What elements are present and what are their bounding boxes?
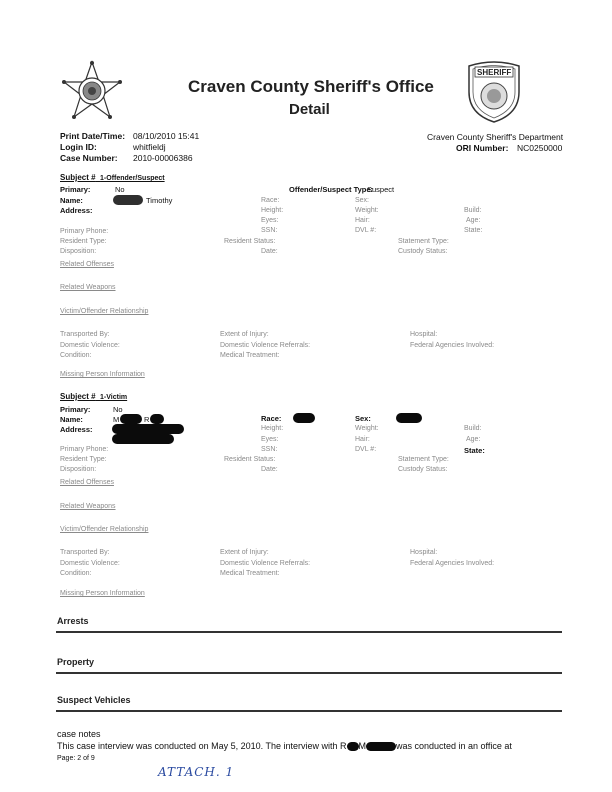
case-notes-initial-m: M — [358, 741, 366, 751]
subject1-offender-type-value: Suspect — [367, 185, 395, 194]
subject2-hair-label: Hair: — [355, 436, 370, 443]
section-divider — [56, 710, 562, 712]
ori-number-label: ORI Number: — [456, 143, 509, 153]
subject2-condition-label: Condition: — [60, 570, 92, 577]
subject2-race-label: Race: — [261, 414, 282, 423]
redaction-block — [112, 434, 174, 444]
subject1-resident-status-label: Resident Status: — [224, 238, 276, 245]
subject2-eyes-label: Eyes: — [261, 436, 279, 443]
subject2-dvl-label: DVL #: — [355, 446, 377, 453]
subject2-age-label: Age: — [466, 436, 481, 443]
handwritten-annotation: ATTACH. 1 — [158, 765, 235, 779]
subject1-age-label: Age: — [466, 217, 481, 224]
subject1-dvl-label: DVL #: — [355, 227, 377, 234]
subject1-height-label: Height: — [261, 207, 284, 214]
section-divider — [56, 672, 562, 674]
case-number-value: 2010-00006386 — [133, 153, 193, 163]
subject2-height-label: Height: — [261, 425, 284, 432]
case-notes-text-end: was conducted in an office at — [396, 741, 512, 751]
subject2-heading — [60, 392, 127, 401]
redaction-block — [293, 413, 315, 423]
subject1-missing-person-info: Missing Person Information — [60, 371, 145, 378]
redaction-block — [120, 414, 142, 424]
subject2-ssn-label: SSN: — [261, 446, 278, 453]
subject1-sex-label: Sex: — [355, 197, 370, 204]
page-subtitle: Detail — [289, 101, 330, 118]
redaction-block — [113, 195, 143, 205]
subject2-name-label: Name: — [60, 415, 83, 424]
login-id-label: Login ID: — [60, 142, 97, 152]
subject1-address-label: Address: — [60, 206, 93, 215]
subject2-custody-status-label: Custody Status: — [398, 466, 448, 473]
print-datetime-label: Print Date/Time: — [60, 131, 126, 141]
subject2-resident-type-label: Resident Type: — [60, 456, 107, 463]
page-title: Craven County Sheriff's Office — [188, 77, 434, 96]
subject1-statement-type-label: Statement Type: — [398, 238, 449, 245]
redaction-block — [396, 413, 422, 423]
subject2-heading-value: 1-Victim — [100, 394, 128, 401]
subject2-sex-label: Sex: — [355, 414, 371, 423]
subject2-domestic-violence-label: Domestic Violence: — [60, 560, 120, 567]
subject1-related-offenses: Related Offenses — [60, 261, 114, 268]
subject2-related-weapons: Related Weapons — [60, 503, 116, 510]
subject1-hospital-label: Hospital: — [410, 331, 438, 338]
subject1-resident-type-label: Resident Type: — [60, 238, 107, 245]
subject2-date-label: Date: — [261, 466, 278, 473]
subject2-dv-referrals-label: Domestic Violence Referrals: — [220, 560, 311, 567]
login-id-value: whitfieldj — [133, 142, 166, 152]
subject2-transported-by-label: Transported By: — [60, 549, 110, 556]
case-notes-initial-r: R — [340, 741, 347, 751]
subject1-extent-injury-label: Extent of Injury: — [220, 331, 269, 338]
subject1-heading-value: 1-Offender/Suspect — [100, 175, 165, 182]
subject1-eyes-label: Eyes: — [261, 217, 279, 224]
arrests-heading: Arrests — [57, 616, 89, 626]
star-badge-icon — [62, 60, 122, 122]
subject1-ssn-label: SSN: — [261, 227, 278, 234]
subject1-primary-label: Primary: — [60, 185, 91, 194]
redaction-block — [150, 414, 164, 424]
subject2-primary-value: No — [113, 405, 123, 414]
subject2-primary-phone-label: Primary Phone: — [60, 446, 109, 453]
subject2-medical-treatment-label: Medical Treatment: — [220, 570, 280, 577]
subject2-extent-injury-label: Extent of Injury: — [220, 549, 269, 556]
subject1-custody-status-label: Custody Status: — [398, 248, 448, 255]
subject1-medical-treatment-label: Medical Treatment: — [220, 352, 280, 359]
subject2-address-label: Address: — [60, 425, 93, 434]
case-number-label: Case Number: — [60, 153, 118, 163]
subject1-related-weapons: Related Weapons — [60, 284, 116, 291]
subject2-resident-status-label: Resident Status: — [224, 456, 276, 463]
subject1-weight-label: Weight: — [355, 207, 379, 214]
subject1-state-label: State: — [464, 227, 483, 234]
subject2-related-offenses: Related Offenses — [60, 479, 114, 486]
subject1-heading — [60, 173, 165, 182]
subject1-offender-type-label: Offender/Suspect Type: — [289, 185, 374, 194]
suspect-vehicles-heading: Suspect Vehicles — [57, 695, 131, 705]
subject1-build-label: Build: — [464, 207, 482, 214]
subject1-condition-label: Condition: — [60, 352, 92, 359]
subject2-federal-agencies-label: Federal Agencies Involved: — [410, 560, 495, 567]
subject2-state-label: State: — [464, 446, 485, 455]
subject2-missing-person-info: Missing Person Information — [60, 590, 145, 597]
subject1-name-label: Name: — [60, 196, 83, 205]
subject2-name-value: M — [113, 415, 120, 424]
redaction-block — [112, 424, 184, 434]
subject2-weight-label: Weight: — [355, 425, 379, 432]
department-name: Craven County Sheriff's Department — [427, 132, 564, 142]
subject2-heading-label: Subject # — [60, 392, 96, 401]
case-notes-label: case notes — [57, 729, 101, 739]
subject1-transported-by-label: Transported By: — [60, 331, 110, 338]
print-datetime-value: 08/10/2010 15:41 — [133, 131, 200, 141]
subject1-race-label: Race: — [261, 197, 280, 204]
sheriff-badge-text: SHERIFF — [477, 68, 512, 77]
subject1-hair-label: Hair: — [355, 217, 370, 224]
subject1-dv-referrals-label: Domestic Violence Referrals: — [220, 342, 311, 349]
ori-number-value: NC0250000 — [517, 143, 563, 153]
redaction-block — [366, 742, 396, 751]
subject2-primary-label: Primary: — [60, 405, 91, 414]
subject1-heading-label: Subject # — [60, 173, 96, 182]
redaction-block — [347, 742, 359, 751]
case-notes-text — [57, 741, 512, 751]
subject1-federal-agencies-label: Federal Agencies Involved: — [410, 342, 495, 349]
subject2-disposition-label: Disposition: — [60, 466, 97, 473]
subject1-domestic-violence-label: Domestic Violence: — [60, 342, 120, 349]
subject2-build-label: Build: — [464, 425, 482, 432]
subject2-statement-type-label: Statement Type: — [398, 456, 449, 463]
subject2-victim-offender-relationship: Victim/Offender Relationship — [60, 526, 149, 533]
subject1-victim-offender-relationship: Victim/Offender Relationship — [60, 308, 149, 315]
subject2-hospital-label: Hospital: — [410, 549, 438, 556]
case-notes-text-start: This case interview was conducted on May 5, 2010. The interview with — [57, 741, 338, 751]
subject1-disposition-label: Disposition: — [60, 248, 97, 255]
subject1-primary-value: No — [115, 185, 125, 194]
subject2-name-value-2: R — [144, 415, 150, 424]
property-heading: Property — [57, 657, 95, 667]
subject1-name-value: Timothy — [146, 196, 173, 205]
page-number: Page: 2 of 9 — [57, 755, 95, 762]
subject1-primary-phone-label: Primary Phone: — [60, 228, 109, 235]
subject1-date-label: Date: — [261, 248, 278, 255]
section-divider — [56, 631, 562, 633]
